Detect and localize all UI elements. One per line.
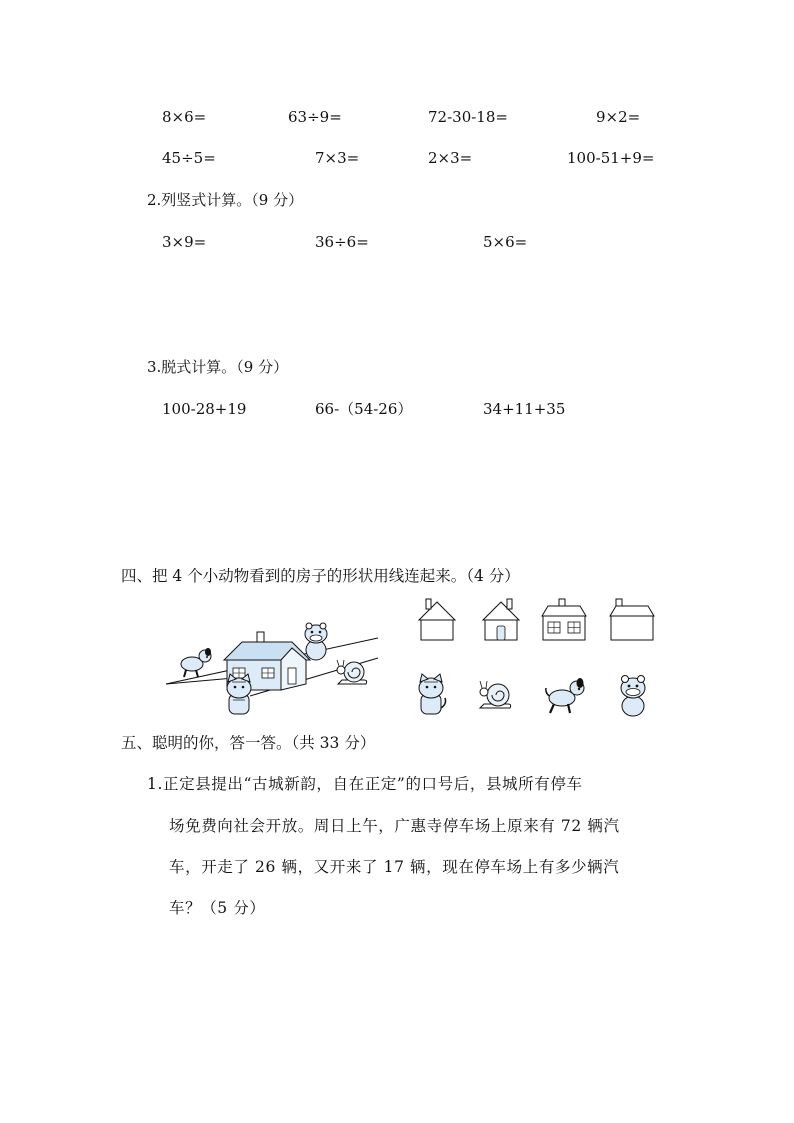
- oral-calc-2: 63÷9=: [288, 108, 342, 126]
- oral-calc-8: 100-51+9=: [567, 149, 655, 167]
- cat-icon: [227, 674, 251, 714]
- oral-calc-4: 9×2=: [596, 108, 641, 126]
- scene-illustration: [160, 618, 385, 723]
- question-1-line: 车，开走了 26 辆，又开来了 17 辆，现在停车场上有多少辆汽: [169, 858, 620, 876]
- snail-icon: [337, 660, 367, 684]
- house-view-3: [540, 598, 588, 642]
- stepwise-calc-problem: 66-（54-26）: [315, 400, 413, 418]
- vertical-calc-title: 2.列竖式计算。（9 分）: [147, 191, 304, 209]
- section-5-title: 五、聪明的你，答一答。（共 33 分）: [121, 734, 376, 752]
- snail-icon: [478, 678, 514, 712]
- house-icon: [610, 606, 654, 616]
- stepwise-calc-problem: 34+11+35: [483, 400, 566, 418]
- oral-calc-7: 2×3=: [428, 149, 473, 167]
- oral-calc-3: 72-30-18=: [428, 108, 508, 126]
- house-view-1: [417, 598, 457, 642]
- oral-calc-5: 45÷5=: [162, 149, 216, 167]
- vertical-calc-problem: 3×9=: [162, 233, 207, 251]
- dog-icon: [181, 648, 211, 677]
- oral-calc-6: 7×3=: [315, 149, 360, 167]
- question-1-line: 场免费向社会开放。周日上午，广惠寺停车场上原来有 72 辆汽: [169, 817, 620, 835]
- oral-calc-1: 8×6=: [162, 108, 207, 126]
- house-view-2: [481, 598, 521, 642]
- house-icon: [419, 602, 455, 620]
- stepwise-calc-title: 3.脱式计算。（9 分）: [147, 358, 289, 376]
- dog-icon: [544, 678, 588, 716]
- vertical-calc-problem: 5×6=: [483, 233, 528, 251]
- question-1-line: 1.正定县提出“古城新韵，自在正定”的口号后，县城所有停车: [147, 775, 583, 793]
- section-4-title: 四、把 4 个小动物看到的房子的形状用线连起来。（4 分）: [121, 567, 520, 585]
- house-view-4: [608, 598, 656, 642]
- vertical-calc-problem: 36÷6=: [315, 233, 369, 251]
- hippo-icon: [305, 623, 327, 660]
- hippo-icon: [617, 674, 649, 718]
- question-1-line: 车？（5 分）: [169, 899, 266, 917]
- cat-icon: [414, 674, 448, 716]
- house-icon: [542, 606, 586, 616]
- stepwise-calc-problem: 100-28+19: [162, 400, 247, 418]
- house-icon: [483, 602, 519, 620]
